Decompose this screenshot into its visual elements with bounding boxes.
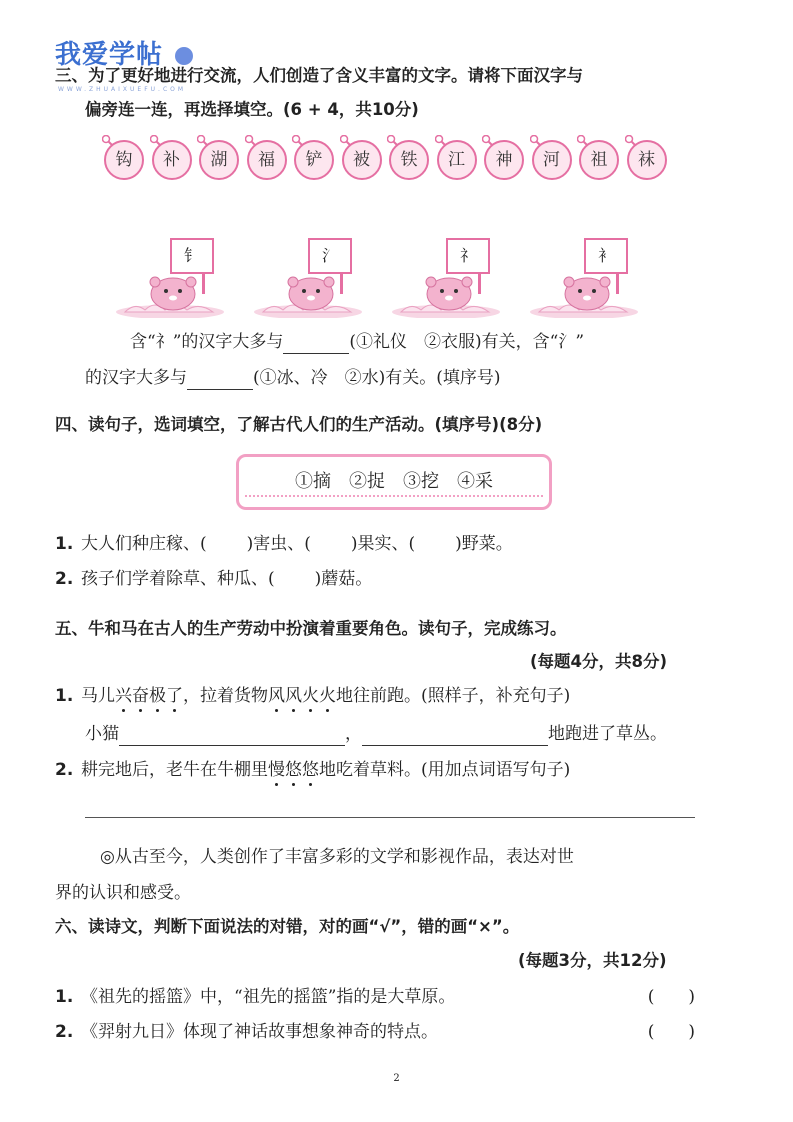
word-bank-fence (245, 495, 543, 503)
character-circle[interactable]: 河 (532, 140, 572, 180)
section5-question-1: 1. 马儿兴奋极了 ，拉着货物风风火火 地往前跑。(照样子，补充句子) (55, 684, 570, 708)
mole-icon (253, 272, 363, 322)
word-option-4: ④采 (457, 471, 493, 492)
fill-blank-2[interactable] (187, 371, 253, 390)
character-circle[interactable]: 神 (484, 140, 524, 180)
answer-line[interactable] (85, 817, 695, 818)
fill-blank-4[interactable] (362, 727, 548, 746)
word-option-2: ②捉 (349, 471, 385, 492)
judge-paren-1[interactable]: ( ) (647, 987, 695, 1007)
radical-sign[interactable]: 衤 (584, 238, 628, 274)
section5-score: (每题4分，共8分) (530, 652, 668, 671)
character-circle[interactable]: 福 (247, 140, 287, 180)
character-circle[interactable]: 铁 (389, 140, 429, 180)
radical-sign[interactable]: 钅 (170, 238, 214, 274)
page-number: 2 (393, 1073, 400, 1084)
fill-blank-1[interactable] (283, 335, 349, 354)
character-circle[interactable]: 铲 (294, 140, 334, 180)
section6-question-1: 1. 《祖先的摇篮》中，“祖先的摇篮”指的是大草原。 ( ) (55, 987, 695, 1007)
mole-icon (115, 272, 225, 322)
judge-paren-2[interactable]: ( ) (647, 1022, 695, 1042)
character-circle[interactable]: 湖 (199, 140, 239, 180)
logo-badge-icon (175, 47, 193, 65)
logo-text: 我爱学帖 (55, 40, 164, 70)
section3-fill-line2: 的汉字大多与 (①冰、冷 ②水)有关。(填序号) (85, 368, 501, 388)
character-circle[interactable]: 被 (342, 140, 382, 180)
section6-score: (每题3分，共12分) (518, 951, 667, 970)
section3-fill-line1: 含“礻”的汉字大多与 (①礼仪 ②衣服)有关，含“氵” (130, 332, 585, 352)
character-circle[interactable]: 袜 (627, 140, 667, 180)
mole-icon (391, 272, 501, 322)
character-circle[interactable]: 钩 (104, 140, 144, 180)
character-circle[interactable]: 补 (152, 140, 192, 180)
section5-fill-line: 小猫 ， 地跑进了草丛。 (85, 724, 667, 744)
dotted-word-1: 兴奋极了 (115, 686, 183, 706)
mole-icon (529, 272, 639, 322)
word-option-3: ③挖 (403, 471, 439, 492)
word-bank-box (236, 454, 552, 510)
section3-title-line1: 三、为了更好地进行交流，人们创造了含义丰富的文字。请将下面汉字与 (55, 66, 583, 85)
radical-sign[interactable]: 礻 (446, 238, 490, 274)
intro-line1: ◎从古至今，人类创作了丰富多彩的文学和影视作品，表达对世 (100, 847, 574, 867)
dotted-word-2: 风风火火 (268, 686, 336, 706)
logo-subtext: WWW.ZHUAIXUEFU.COM (58, 86, 187, 93)
radical-sign[interactable]: 氵 (308, 238, 352, 274)
section6-question-2: 2. 《羿射九日》体现了神话故事想象神奇的特点。 ( ) (55, 1022, 695, 1042)
word-bank (239, 467, 549, 493)
section5-title: 五、牛和马在古人的生产劳动中扮演着重要角色。读句子，完成练习。 (55, 619, 567, 638)
character-circle[interactable]: 江 (437, 140, 477, 180)
character-circle[interactable]: 祖 (579, 140, 619, 180)
word-option-1: ①摘 (295, 471, 331, 492)
section3-title-line2: 偏旁连一连，再选择填空。(6 + 4，共10分) (85, 100, 419, 119)
dotted-word-3: 慢悠悠 (268, 760, 319, 780)
section4-question-1: 1. 大人们种庄稼、( )害虫、( )果实、( )野菜。 (55, 534, 513, 554)
fill-blank-3[interactable] (119, 727, 345, 746)
section6-title: 六、读诗文，判断下面说法的对错，对的画“√”，错的画“×”。 (55, 917, 520, 936)
section5-question-2: 2. 耕完地后，老牛在牛棚里慢悠悠 地吃着草料。(用加点词语写句子) (55, 758, 570, 782)
section4-title: 四、读句子，选词填空，了解古代人们的生产活动。(填序号)(8分) (55, 415, 543, 434)
section4-question-2: 2. 孩子们学着除草、种瓜、( )蘑菇。 (55, 569, 373, 589)
intro-line2: 界的认识和感受。 (55, 883, 191, 903)
